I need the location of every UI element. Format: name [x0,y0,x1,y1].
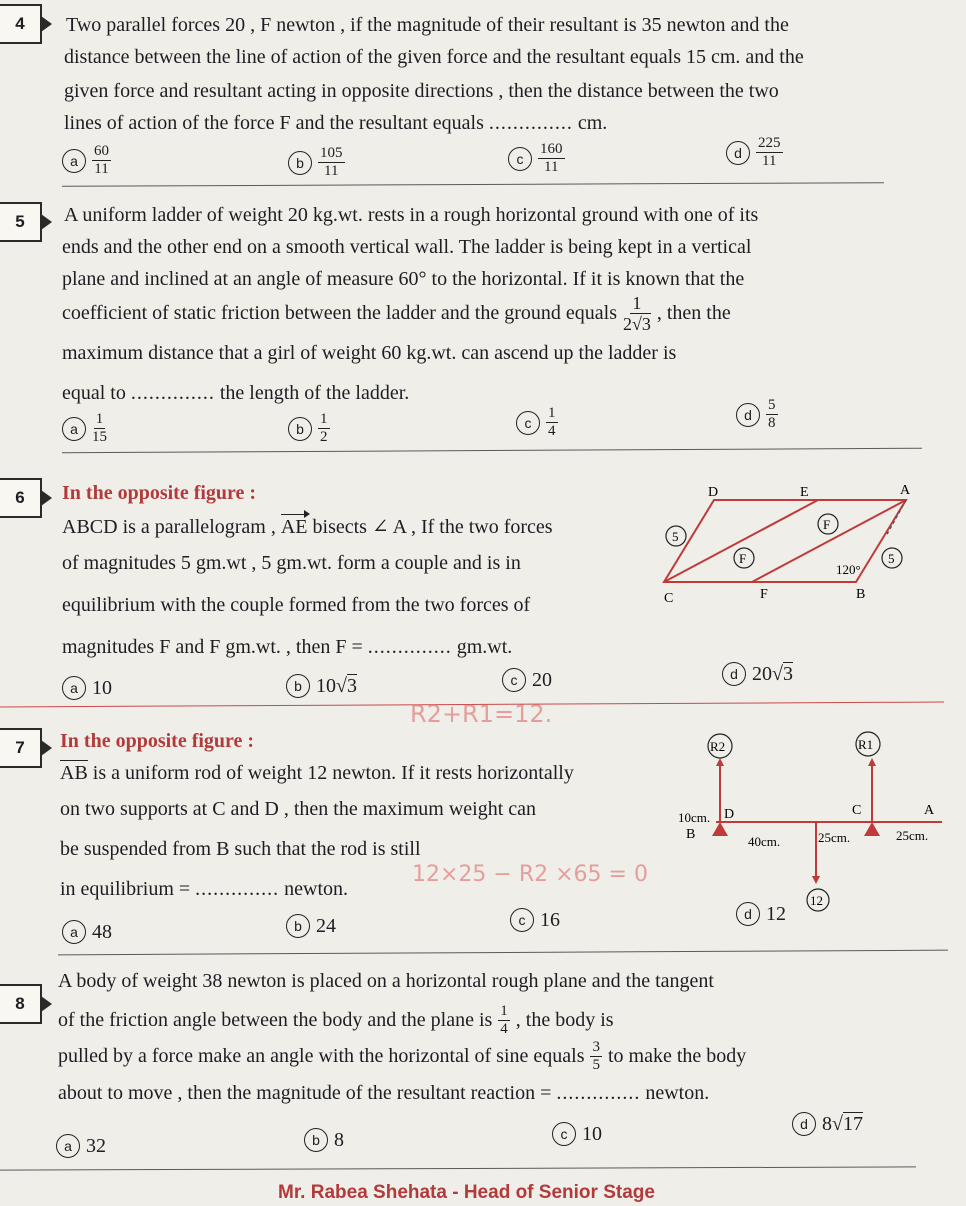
option-circle: a [62,920,86,944]
label-weight: 12 [810,893,823,908]
option-value: 8 [334,1128,344,1151]
option-fraction: $\frac{5}{8}$ [768,397,776,431]
dist-25-b: 25cm. [896,828,929,843]
handwriting-1: R2+R1=12. [410,700,553,728]
option-circle: b [288,417,312,441]
q7-option-a[interactable] [62,920,112,944]
question-number: 4 [0,4,42,44]
question-number: 7 [0,728,42,768]
option-circle: d [726,141,750,165]
line-ce [664,500,818,582]
tan-fraction: $\frac{1}{4}$ [500,1003,508,1037]
q4-option-c[interactable] [508,142,565,175]
option-value: 20√3 [752,662,793,685]
option-value: 32 [86,1134,106,1157]
q5-line-5: maximum distance that a girl of weight 60 kg.wt. can ascend up the ladder is [62,342,677,364]
option-value: 10√3 [316,674,357,697]
label-f: F [760,587,768,602]
option-circle: d [736,403,760,427]
q5-line-4: coefficient of static friction between the ladder and the ground equals $\frac{1}{2√3}$ , then the [62,293,731,334]
q6-line-1: ABCD is a parallelogram , AE bisects ∠ A , If the two forces [62,516,553,538]
label-r1: R1 [858,737,874,752]
q7-option-d[interactable] [736,902,786,926]
option-circle: c [502,668,526,692]
arrow-weight-head [812,876,820,884]
q6-line-3: equilibrium with the couple formed from the two forces of [62,594,531,616]
option-value: 10 [92,676,112,699]
label-c: C [664,591,674,606]
option-value: 24 [316,914,336,937]
option-value: 8√17 [822,1112,863,1135]
line-af [752,500,906,582]
option-fraction: $\frac{60}{11}$ [94,143,109,177]
option-fraction: $\frac{225}{11}$ [758,135,781,169]
q5-option-a[interactable] [62,412,107,445]
q6-line-2: of magnitudes 5 gm.wt , 5 gm.wt. form a couple and is in [62,552,521,574]
label-b: B [856,587,866,602]
q6-line-4: magnitudes F and F gm.wt. , then F = .............. gm.wt. [62,636,513,658]
arrow-r1-head [868,758,876,766]
q5-line-6: equal to .............. the length of the ladder. [62,382,410,404]
label-e: E [800,485,809,500]
option-circle: a [62,417,86,441]
q8-option-b[interactable] [304,1128,344,1152]
option-circle: b [286,914,310,938]
rod-figure [676,730,946,920]
q6-option-b[interactable] [286,674,357,698]
option-circle: d [722,662,746,686]
dist-40: 40cm. [748,834,781,849]
q4-option-b[interactable] [288,146,345,179]
q4-line-3: given force and resultant acting in opposite directions , then the distance between the two [64,80,779,102]
q6-option-a[interactable] [62,676,112,700]
option-circle: b [286,674,310,698]
label-a: A [900,483,911,498]
option-circle: b [288,151,312,175]
option-circle: c [516,411,540,435]
option-circle: d [792,1112,816,1136]
support-c [864,822,880,836]
option-circle: c [508,147,532,171]
label-c: C [852,803,862,818]
q6-option-c[interactable] [502,668,552,692]
option-fraction: $\frac{160}{11}$ [540,141,563,175]
q6-heading: In the opposite figure : [62,482,257,504]
divider [62,448,922,454]
option-fraction: $\frac{1}{15}$ [92,411,107,445]
option-fraction: $\frac{105}{11}$ [320,145,343,179]
option-circle: a [62,149,86,173]
question-number: 8 [0,984,42,1024]
option-circle: d [736,902,760,926]
option-circle: b [304,1128,328,1152]
q5-line-2: ends and the other end on a smooth vertical wall. The ladder is being kept in a vertical [62,236,752,258]
handwriting-2: 12×25 − R2 ×65 = 0 [412,862,648,887]
divider [0,1166,916,1170]
force-f-mid-label: F [739,551,747,566]
label-d: D [708,485,719,500]
parallelogram-abcd [664,500,906,582]
q4-option-d[interactable] [726,136,783,169]
q7-option-c[interactable] [510,908,560,932]
option-fraction: $\frac{1}{4}$ [548,405,556,439]
force-5-right-label: 5 [888,551,895,566]
q7-heading: In the opposite figure : [60,730,255,752]
option-value: 10 [582,1122,602,1145]
q4-option-a[interactable] [62,144,111,177]
option-circle: a [62,676,86,700]
question-number: 6 [0,478,42,518]
arrow-r2-head [716,758,724,766]
q7-line-2: on two supports at C and D , then the maximum weight can [60,798,537,820]
parallelogram-figure [656,478,926,608]
option-value: 12 [766,902,786,925]
option-circle: c [552,1122,576,1146]
q5-option-c[interactable] [516,406,558,439]
footer-credit: Mr. Rabea Shehata - Head of Senior Stage [278,1182,655,1203]
question-number: 5 [0,202,42,242]
dist-25-a: 25cm. [818,830,851,845]
sin-fraction: $\frac{3}{5}$ [592,1039,600,1073]
q6-option-d[interactable] [722,662,793,686]
q5-line-1: A uniform ladder of weight 20 kg.wt. rests in a rough horizontal ground with one of its [64,204,759,226]
q4-line-2: distance between the line of action of the given force and the resultant equals 15 cm. and the [64,46,804,68]
support-d [712,822,728,836]
q8-option-d[interactable] [792,1112,863,1136]
divider [58,950,948,956]
q8-line-4: about to move , then the magnitude of the resultant reaction = .............. newton. [58,1082,710,1104]
option-value: 16 [540,908,560,931]
force-5-left-label: 5 [672,529,679,544]
q5-option-b[interactable] [288,412,330,445]
option-value: 20 [532,668,552,691]
angle-label: 120° [836,562,861,577]
q8-line-2: of the friction angle between the body and the plane is $\frac{1}{4}$ , the body is [58,1003,614,1037]
vector-ae: AE [280,516,308,538]
q5-option-d[interactable] [736,398,778,431]
q5-line-3: plane and inclined at an angle of measure 60° to the horizontal. If it is known that the [62,268,745,290]
option-value: 48 [92,920,112,943]
label-d: D [724,807,735,822]
rod-ab: AB [60,762,88,784]
q7-line-1: AB is a uniform rod of weight 12 newton. If it rests horizontally [60,762,574,784]
coef-fraction: $\frac{1}{2√3}$ [622,293,651,334]
q8-line-3: pulled by a force make an angle with the horizontal of sine equals $\frac{3}{5}$ to make the body [58,1039,747,1073]
label-b: B [686,827,696,842]
label-a: A [924,803,935,818]
label-r2: R2 [710,739,726,754]
q8-option-c[interactable] [552,1122,602,1146]
q7-line-3: be suspended from B such that the rod is still [60,838,421,860]
q4-line-1: Two parallel forces 20 , F newton , if the magnitude of their resultant is 35 newton and the [66,14,789,36]
force-f-top-label: F [823,517,831,532]
divider [62,182,884,187]
option-circle: c [510,908,534,932]
option-circle: a [56,1134,80,1158]
q7-line-4: in equilibrium = .............. newton. [60,878,349,900]
dist-10: 10cm. [678,810,711,825]
option-fraction: $\frac{1}{2}$ [320,411,328,445]
q8-option-a[interactable] [56,1134,106,1158]
q8-line-1: A body of weight 38 newton is placed on a horizontal rough plane and the tangent [58,970,714,992]
q7-option-b[interactable] [286,914,336,938]
q4-line-4: lines of action of the force F and the resultant equals .............. cm. [64,112,608,134]
